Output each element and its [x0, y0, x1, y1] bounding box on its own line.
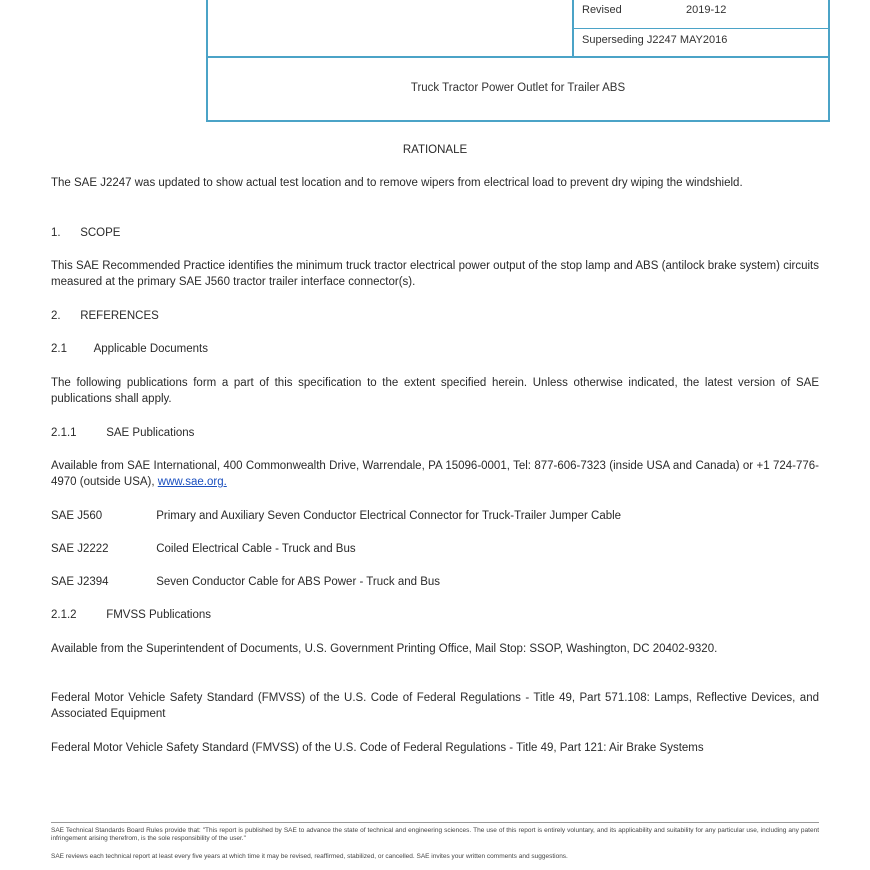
scope-heading-row	[51, 225, 819, 241]
footer-review-note: SAE reviews each technical report at least every five years at which time it may be revised, reaffirmed, stabilized, or cancelled. SAE invites your written comments and suggestions.	[51, 853, 568, 860]
header-top-row	[208, 0, 828, 58]
reference-title: Coiled Electrical Cable - Truck and Bus	[156, 543, 356, 555]
fmvss-reference-item: Federal Motor Vehicle Safety Standard (FMVSS) of the U.S. Code of Federal Regulations - Title 49, Part 571.108: Lamps, Reflective Devices, and Associated Equipment	[51, 692, 819, 720]
reference-code: SAE J2394	[51, 576, 109, 588]
footer-disclaimer: SAE Technical Standards Board Rules provide that: "This report is published by SAE to advance the state of technical and engineering sciences. The use of this report is entirely voluntary, and its applicability and suitability for any particular use, including any patent infringement arising therefrom, is the sole responsibility of the user."	[51, 827, 819, 842]
fmvss-reference-item: Federal Motor Vehicle Safety Standard (FMVSS) of the U.S. Code of Federal Regulations - Title 49, Part 121: Air Brake Systems	[51, 742, 704, 754]
scope-number: 1.	[51, 227, 61, 239]
scope-heading: SCOPE	[80, 227, 121, 239]
sae-website-link[interactable]: www.sae.org.	[157, 476, 227, 488]
revised-label: Revised	[582, 4, 622, 16]
references-heading-row	[51, 308, 819, 324]
applicable-docs-text: The following publications form a part of this specification to the extent specified herein. Unless otherwise indicated, the latest version of SAE publications shall apply.	[51, 377, 819, 405]
superseding-text: Superseding J2247 MAY2016	[582, 34, 728, 46]
document-header-box	[206, 0, 830, 122]
reference-code: SAE J2222	[51, 543, 109, 555]
reference-item	[51, 574, 819, 590]
reference-item	[51, 541, 819, 557]
revised-value: 2019-12	[686, 4, 727, 16]
document-title: Truck Tractor Power Outlet for Trailer ABS	[410, 82, 626, 94]
applicable-docs-heading: Applicable Documents	[93, 343, 208, 355]
rationale-heading: RATIONALE	[402, 144, 468, 156]
fmvss-pubs-number: 2.1.2	[51, 609, 77, 621]
fmvss-pubs-text: Available from the Superintendent of Documents, U.S. Government Printing Office, Mail Stop: SSOP, Washington, DC 20402-9320.	[51, 643, 718, 655]
references-number: 2.	[51, 310, 61, 322]
sae-pubs-heading-row	[51, 425, 819, 441]
rationale-text: The SAE J2247 was updated to show actual test location and to remove wipers from electrical load to prevent dry wiping the windshield.	[51, 177, 743, 189]
scope-text: This SAE Recommended Practice identifies the minimum truck tractor electrical power output of the stop lamp and ABS (antilock brake system) circuits measured at the primary SAE J560 tractor trailer interface connector(s).	[51, 260, 819, 288]
reference-code: SAE J560	[51, 510, 103, 522]
fmvss-pubs-heading: FMVSS Publications	[106, 609, 212, 621]
reference-title: Primary and Auxiliary Seven Conductor Electrical Connector for Truck-Trailer Jumper Cable	[156, 510, 622, 522]
sae-pubs-heading: SAE Publications	[106, 427, 195, 439]
applicable-docs-number: 2.1	[51, 343, 67, 355]
header-meta-separator	[574, 28, 828, 29]
sae-pubs-availability: Available from SAE International, 400 Commonwealth Drive, Warrendale, PA 15096-0001, Tel: 877-606-7323 (inside USA and Canada) or +1 724-776-4970 (outside USA),	[51, 460, 819, 488]
reference-title: Seven Conductor Cable for ABS Power - Truck and Bus	[156, 576, 441, 588]
references-heading: REFERENCES	[80, 310, 159, 322]
footer-rule	[51, 822, 819, 823]
fmvss-pubs-heading-row	[51, 607, 819, 623]
revised-row	[582, 4, 727, 16]
sae-pubs-number: 2.1.1	[51, 427, 77, 439]
applicable-docs-heading-row	[51, 341, 819, 357]
reference-item	[51, 508, 819, 524]
sae-pubs-text	[51, 458, 819, 490]
